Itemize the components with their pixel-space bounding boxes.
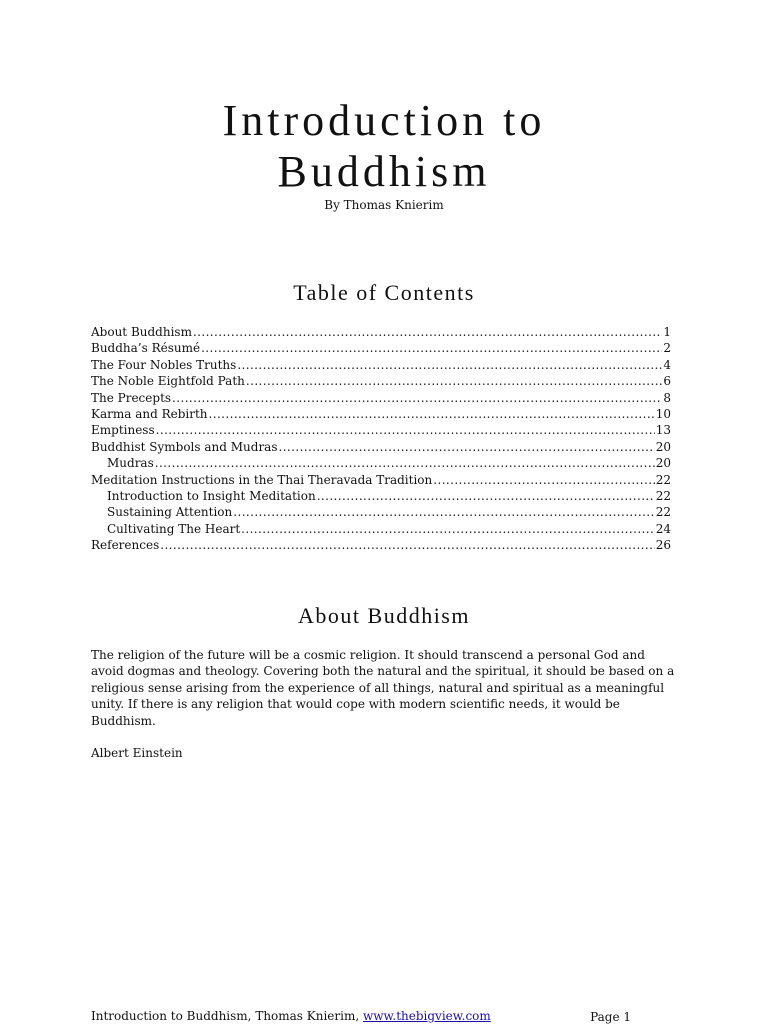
document-title-line-1: Introduction to bbox=[222, 96, 546, 145]
toc-subentry[interactable] bbox=[91, 504, 671, 520]
toc-entry[interactable] bbox=[91, 357, 671, 373]
toc-entry-page: 8 bbox=[663, 390, 671, 405]
toc-leader-dots bbox=[209, 406, 655, 422]
toc-entry-label: Meditation Instructions in the Thai Theravada Tradition bbox=[91, 472, 433, 487]
footer-text: Introduction to Buddhism, Thomas Knierim, bbox=[91, 1009, 363, 1023]
toc-entry-page: 4 bbox=[663, 357, 671, 372]
toc-entry-label: Introduction to Insight Meditation bbox=[107, 489, 316, 504]
toc-entry-label: The Four Nobles Truths bbox=[91, 357, 237, 372]
toc-leader-dots bbox=[233, 504, 654, 520]
toc-entry-page: 6 bbox=[663, 374, 671, 389]
toc-entry-label: The Precepts bbox=[91, 390, 172, 405]
toc-heading: Table of Contents bbox=[293, 280, 475, 305]
toc-entry[interactable] bbox=[91, 390, 671, 406]
toc-entry-page: 22 bbox=[655, 489, 671, 504]
toc-leader-dots bbox=[155, 455, 655, 471]
toc-entry[interactable] bbox=[91, 537, 671, 553]
toc-leader-dots bbox=[237, 357, 662, 373]
toc-entry-label: About Buddhism bbox=[91, 325, 192, 339]
toc-entry-label: The Noble Eightfold Path bbox=[91, 374, 245, 389]
page-footer bbox=[91, 1008, 631, 1024]
toc-leader-dots bbox=[201, 340, 662, 356]
einstein-quote: The religion of the future will be a cosmic religion. It should transcend a personal God and avoid dogmas and theology. Covering both the natural and the spiritual, it should be based on a religious sense arising from the experience of all things, natural and spiritual as a meaningful unity. If there is any religion that would cope with modern scientific needs, it would be Buddhism. bbox=[91, 648, 675, 728]
toc-leader-dots bbox=[246, 373, 662, 389]
toc-entry[interactable] bbox=[91, 340, 671, 356]
toc-entry-label: References bbox=[91, 538, 160, 553]
toc-entry-page: 20 bbox=[655, 439, 671, 454]
toc-entry-label: Buddha’s Résumé bbox=[91, 341, 201, 356]
quote-author: Albert Einstein bbox=[91, 746, 183, 760]
toc-entry[interactable] bbox=[91, 422, 671, 438]
toc-subentry[interactable] bbox=[91, 455, 671, 471]
toc-entry-page: 10 bbox=[655, 407, 671, 422]
toc-leader-dots bbox=[172, 390, 662, 406]
toc-entry[interactable] bbox=[91, 373, 671, 389]
table-of-contents bbox=[91, 324, 671, 554]
toc-entry-label: Emptiness bbox=[91, 423, 155, 438]
toc-entry-page: 26 bbox=[655, 538, 671, 553]
toc-entry-page: 22 bbox=[655, 505, 671, 520]
toc-leader-dots bbox=[241, 521, 655, 537]
toc-leader-dots bbox=[317, 488, 655, 504]
toc-entry-page: 2 bbox=[663, 341, 671, 356]
author-byline: By Thomas Knierim bbox=[324, 198, 444, 212]
toc-entry[interactable] bbox=[91, 406, 671, 422]
document-title-line-2: Buddhism bbox=[277, 147, 491, 196]
toc-leader-dots bbox=[433, 472, 654, 488]
toc-entry-label: Karma and Rebirth bbox=[91, 407, 208, 422]
toc-entry-page: 22 bbox=[655, 472, 671, 487]
toc-leader-dots bbox=[156, 422, 655, 438]
toc-subentry[interactable] bbox=[91, 521, 671, 537]
toc-entry-label: Sustaining Attention bbox=[107, 505, 233, 520]
section-heading: About Buddhism bbox=[298, 603, 470, 628]
page-number: Page 1 bbox=[590, 1010, 631, 1024]
toc-entry-page: 20 bbox=[655, 456, 671, 471]
toc-entry-page: 1 bbox=[663, 325, 671, 339]
toc-subentry[interactable] bbox=[91, 488, 671, 504]
toc-entry[interactable] bbox=[91, 472, 671, 488]
toc-entry-label: Mudras bbox=[107, 456, 154, 471]
toc-entry[interactable] bbox=[91, 324, 671, 340]
toc-leader-dots bbox=[160, 537, 654, 553]
toc-entry-page: 24 bbox=[655, 521, 671, 536]
footer-website-link[interactable]: www.thebigview.com bbox=[363, 1009, 491, 1023]
toc-leader-dots bbox=[193, 324, 662, 340]
toc-entry[interactable] bbox=[91, 439, 671, 455]
toc-entry-label: Buddhist Symbols and Mudras bbox=[91, 439, 278, 454]
toc-entry-label: Cultivating The Heart bbox=[107, 521, 241, 536]
toc-entry-page: 13 bbox=[655, 423, 671, 438]
toc-leader-dots bbox=[279, 439, 655, 455]
